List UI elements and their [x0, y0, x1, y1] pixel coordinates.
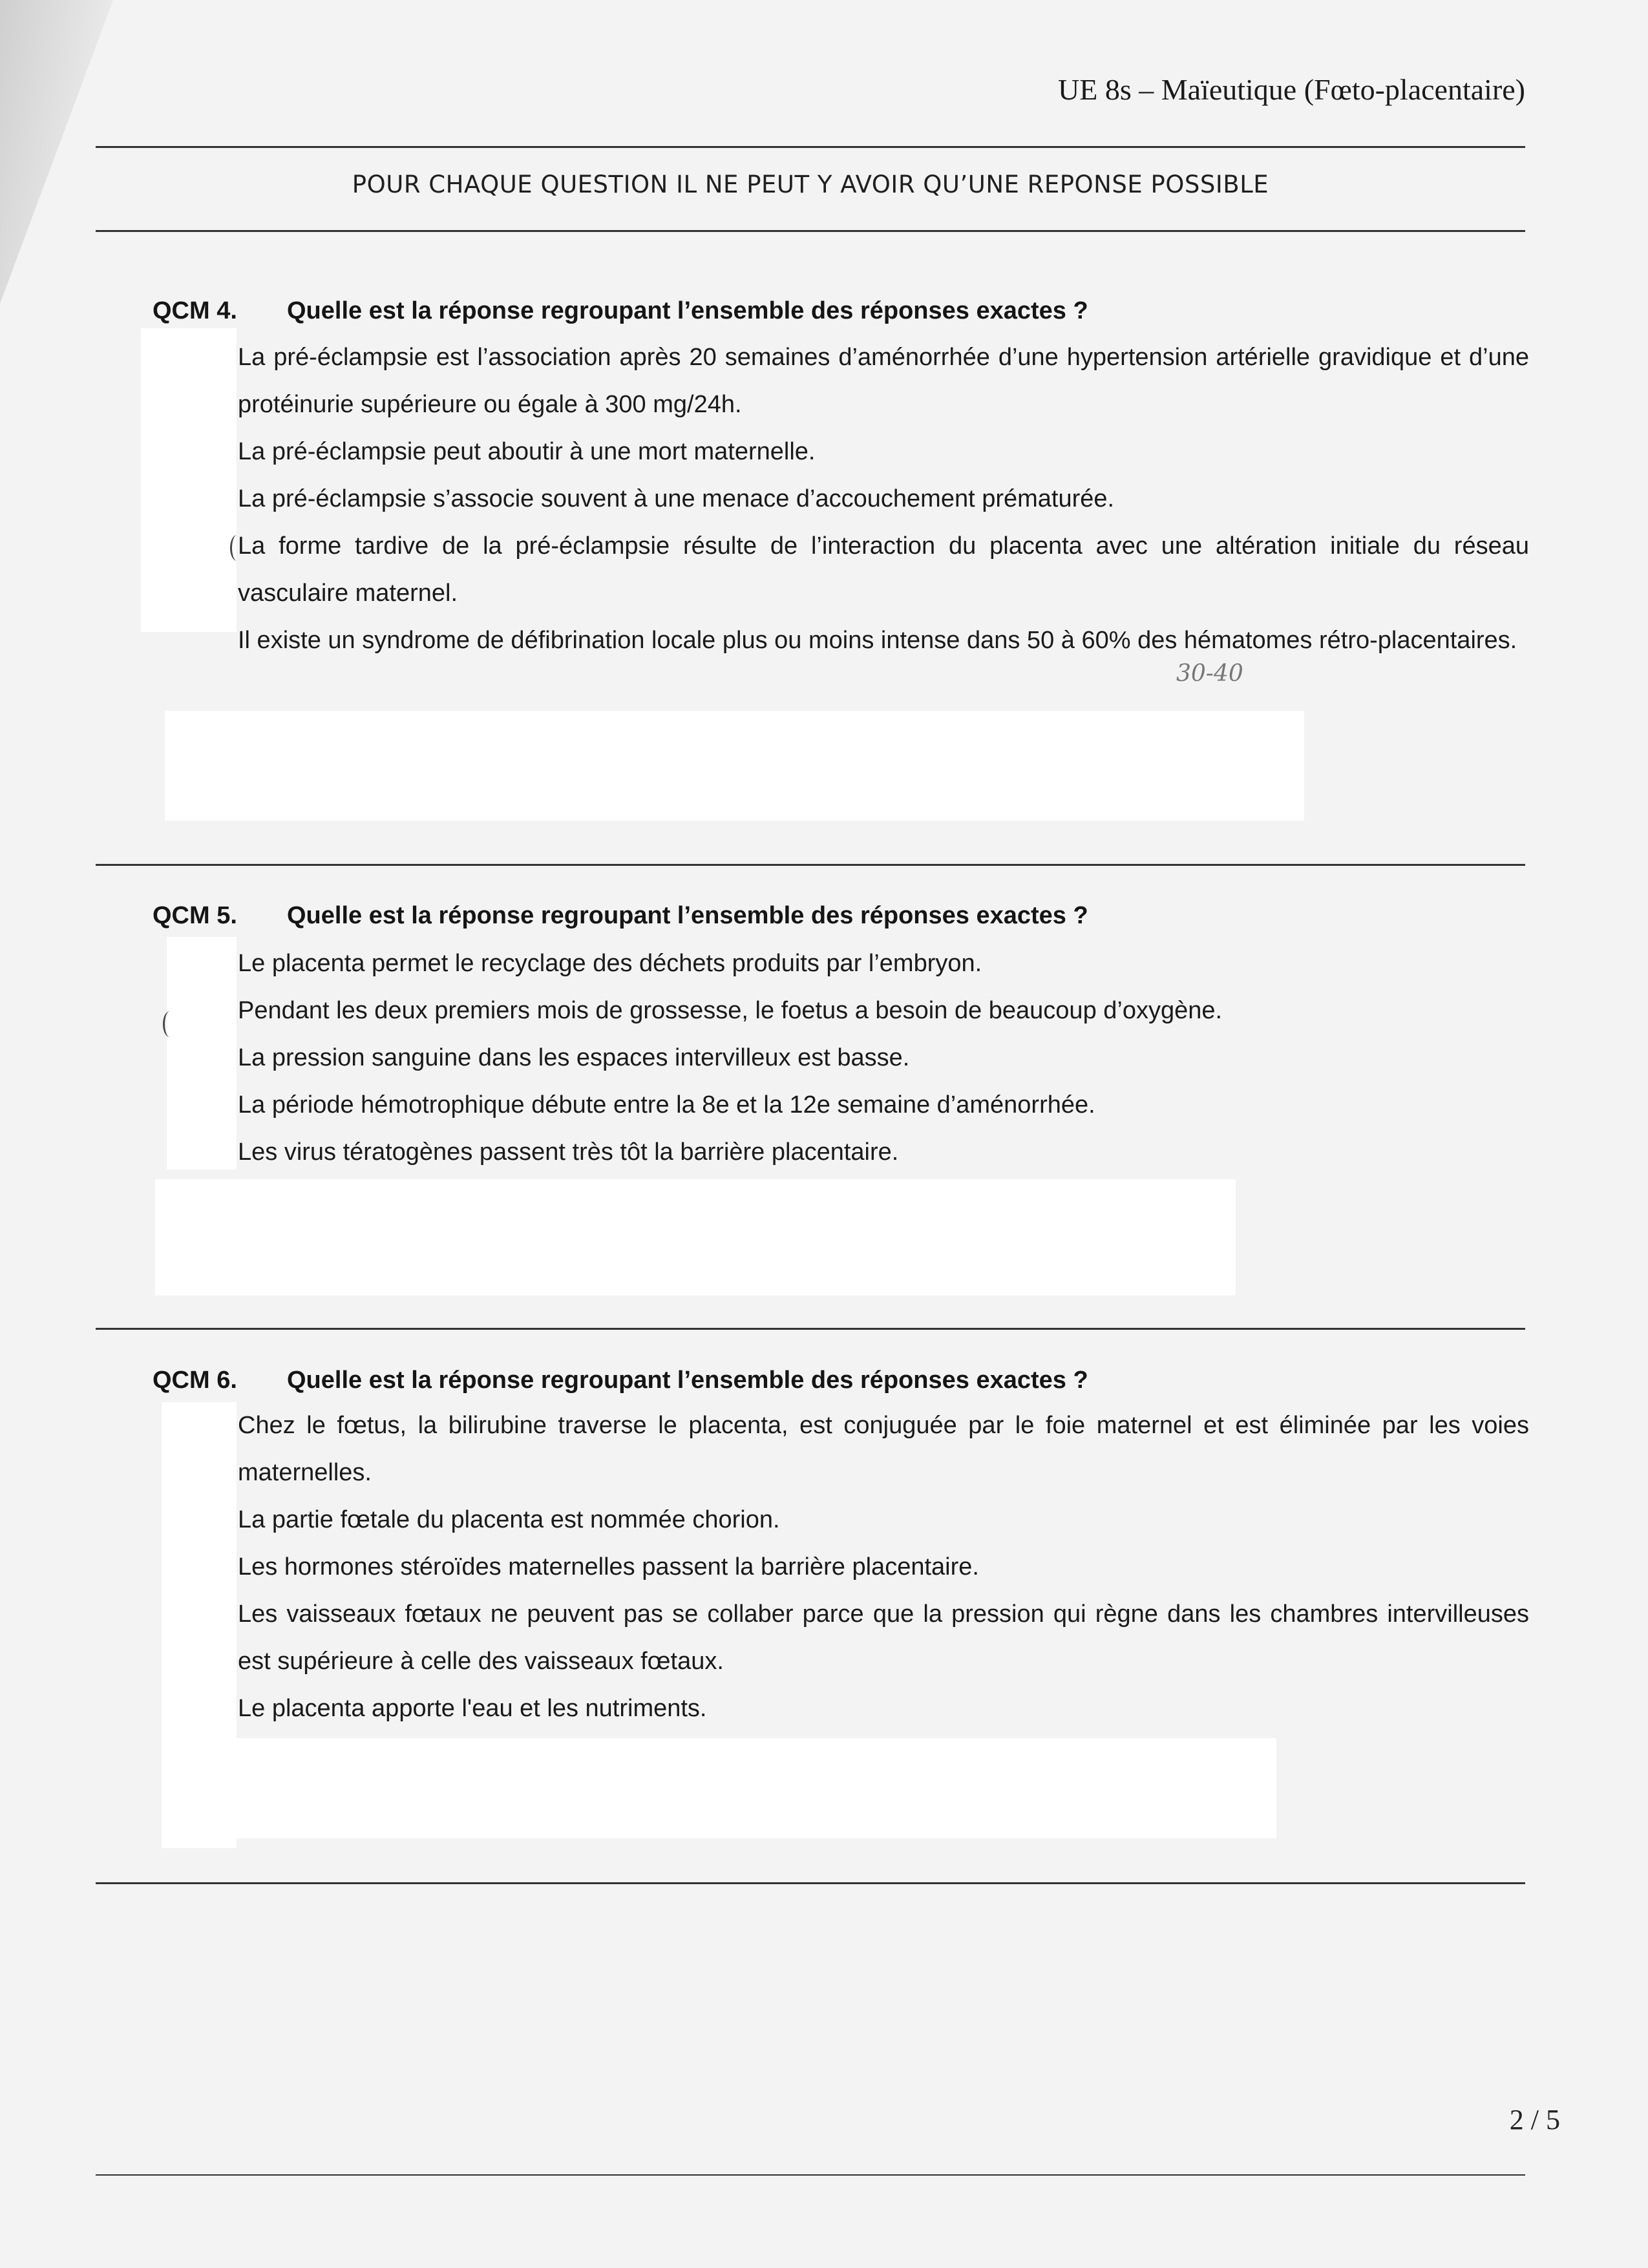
- answer-item: La pré-éclampsie peut aboutir à une mort maternelle.: [238, 438, 816, 465]
- question-header-qcm4: [153, 297, 1088, 325]
- question-prompt: Quelle est la réponse regroupant l’ensemble des réponses exactes ?: [287, 297, 1088, 324]
- answer-item: Chez le fœtus, la bilirubine traverse le placenta, est conjuguée par le foie maternel et est éliminée par les voies maternelles.: [238, 1412, 1529, 1486]
- redaction-mask: [141, 328, 237, 632]
- redaction-mask: [155, 1179, 1236, 1296]
- answer-item: La période hémotrophique débute entre la 8e et la 12e semaine d’aménorrhée.: [238, 1091, 1095, 1118]
- page-number: 2 / 5: [1509, 2104, 1560, 2136]
- question-number: QCM 4.: [153, 297, 237, 324]
- question-number: QCM 6.: [153, 1367, 237, 1394]
- redaction-mask: [167, 937, 237, 1170]
- redaction-mask: [165, 711, 1304, 821]
- answer-item: La pré-éclampsie s’associe souvent à une menace d’accouchement prématurée.: [238, 485, 1115, 512]
- answer-item: Les vaisseaux fœtaux ne peuvent pas se collaber parce que la pression qui règne dans les chambres intervilleuses est supérieure à celle des vaisseaux fœtaux.: [238, 1601, 1529, 1675]
- answer-item: La pré-éclampsie est l’association après 20 semaines d’aménorrhée d’une hypertension artérielle gravidique et d’une protéinurie supérieure ou égale à 300 mg/24h.: [238, 344, 1529, 418]
- answer-item: Il existe un syndrome de défibrination locale plus ou moins intense dans 50 à 60% des hématomes rétro-placentaires.: [238, 627, 1517, 654]
- scanned-page-edge-shadow: [0, 0, 113, 304]
- section-divider: [96, 864, 1525, 866]
- answer-item: Le placenta permet le recyclage des déchets produits par l’embryon.: [238, 950, 982, 977]
- answer-list-qcm4: [238, 334, 1529, 664]
- instruction-divider: [96, 230, 1525, 232]
- header-divider: [96, 146, 1525, 148]
- margin-bracket-mark: [163, 1011, 176, 1037]
- redaction-mask: [165, 1738, 1276, 1838]
- course-title: UE 8s – Maïeutique (Fœto-placentaire): [1058, 73, 1525, 106]
- handwritten-annotation: 30-40: [1176, 660, 1243, 687]
- answer-item: La pression sanguine dans les espaces intervilleux est basse.: [238, 1044, 910, 1071]
- section-divider: [96, 1328, 1525, 1330]
- answer-item: Les hormones stéroïdes maternelles passent la barrière placentaire.: [238, 1553, 979, 1580]
- answer-item: Les virus tératogènes passent très tôt la barrière placentaire.: [238, 1139, 899, 1166]
- section-divider: [96, 1882, 1525, 1884]
- answer-item: Pendant les deux premiers mois de grossesse, le foetus a besoin de beaucoup d’oxygène.: [238, 997, 1223, 1024]
- question-header-qcm5: [153, 902, 1088, 930]
- instruction-banner: POUR CHAQUE QUESTION IL NE PEUT Y AVOIR QU’UNE REPONSE POSSIBLE: [352, 171, 1269, 198]
- answer-item: Le placenta apporte l'eau et les nutriments.: [238, 1695, 707, 1722]
- answer-item: La partie fœtale du placenta est nommée chorion.: [238, 1506, 780, 1533]
- footer-divider: [96, 2174, 1525, 2176]
- question-prompt: Quelle est la réponse regroupant l’ensemble des réponses exactes ?: [287, 1367, 1088, 1394]
- margin-bracket-mark: [230, 535, 244, 561]
- answer-list-qcm5: [238, 940, 1529, 1176]
- question-prompt: Quelle est la réponse regroupant l’ensemble des réponses exactes ?: [287, 902, 1088, 929]
- question-number: QCM 5.: [153, 902, 237, 929]
- question-header-qcm6: [153, 1367, 1088, 1394]
- answer-list-qcm6: [238, 1402, 1529, 1732]
- answer-item: La forme tardive de la pré-éclampsie résulte de l’interaction du placenta avec une altération initiale du réseau vasculaire maternel.: [238, 532, 1529, 607]
